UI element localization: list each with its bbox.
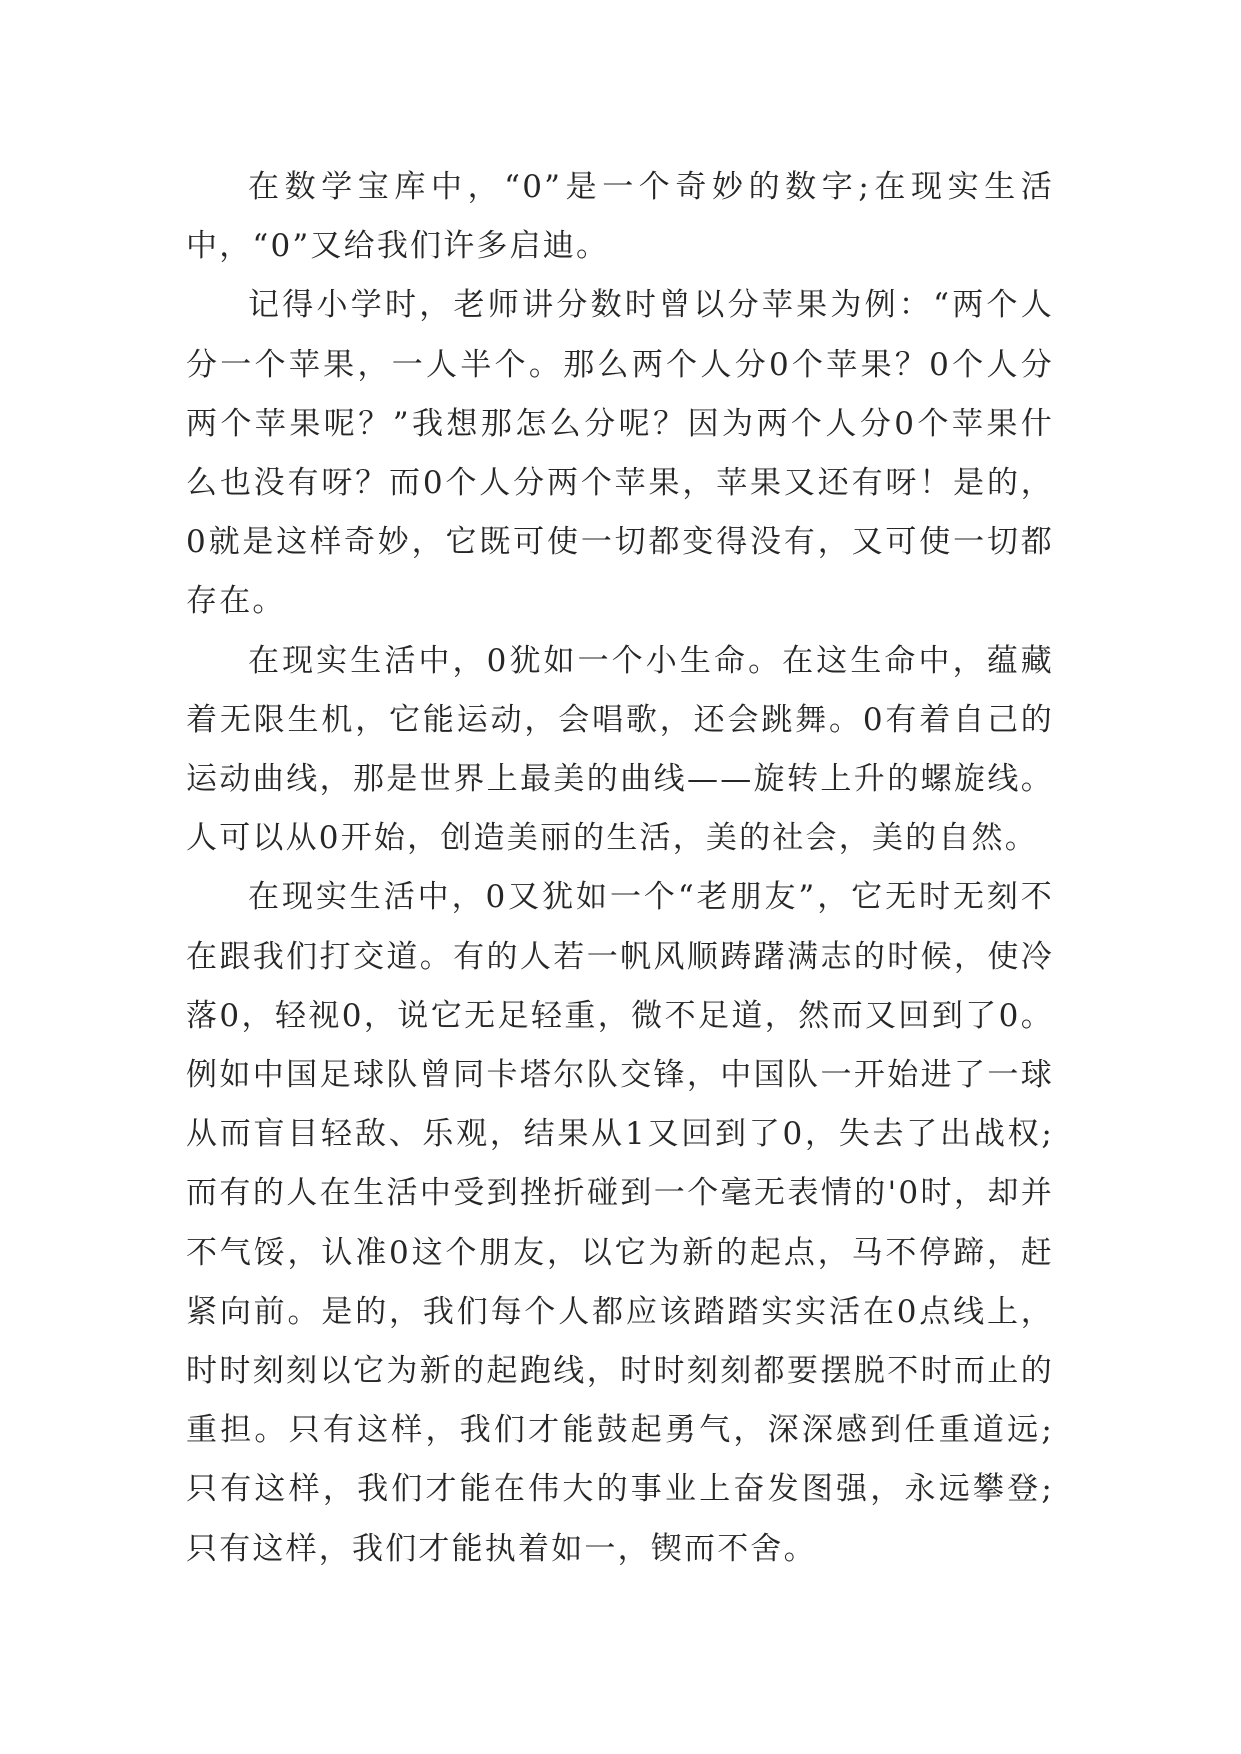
paragraph-4: 在现实生活中，0又犹如一个“老朋友”，它无时无刻不在跟我们打交道。有的人若一帆风顺踌躇满志的时候，使冷落0，轻视0，说它无足轻重，微不足道，然而又回到了0。例如中国足球队曾同卡塔尔队交锋，中国队一开始进了一球从而盲目轻敌、乐观，结果从1又回到了0，失去了出战权;而有的人在生活中受到挫折碰到一个毫无表情的'0时，却并不气馁，认准0这个朋友，以它为新的起点，马不停蹄，赶紧向前。是的，我们每个人都应该踏踏实实活在0点线上，时时刻刻以它为新的起跑线，时时刻刻都要摆脱不时而止的重担。只有这样，我们才能鼓起勇气，深深感到任重道远;只有这样，我们才能在伟大的事业上奋发图强，永远攀登;只有这样，我们才能执着如一，锲而不舍。 — [186, 879, 1054, 1567]
paragraph-3: 在现实生活中，0犹如一个小生命。在这生命中，蕴藏着无限生机，它能运动，会唱歌，还会跳舞。0有着自己的运动曲线，那是世界上最美的曲线——旋转上升的螺旋线。人可以从0开始，创造美丽的生活，美的社会，美的自然。 — [186, 642, 1054, 857]
paragraph-1: 在数学宝库中，“0”是一个奇妙的数字;在现实生活中，“0”又给我们许多启迪。 — [186, 169, 1054, 265]
essay-body — [186, 158, 1054, 1579]
paragraph-2: 记得小学时，老师讲分数时曾以分苹果为例：“两个人分一个苹果，一人半个。那么两个人分0个苹果？0个人分两个苹果呢？”我想那怎么分呢？因为两个人分0个苹果什么也没有呀？而0个人分两个苹果，苹果又还有呀！是的，0就是这样奇妙，它既可使一切都变得没有，又可使一切都存在。 — [186, 287, 1054, 620]
